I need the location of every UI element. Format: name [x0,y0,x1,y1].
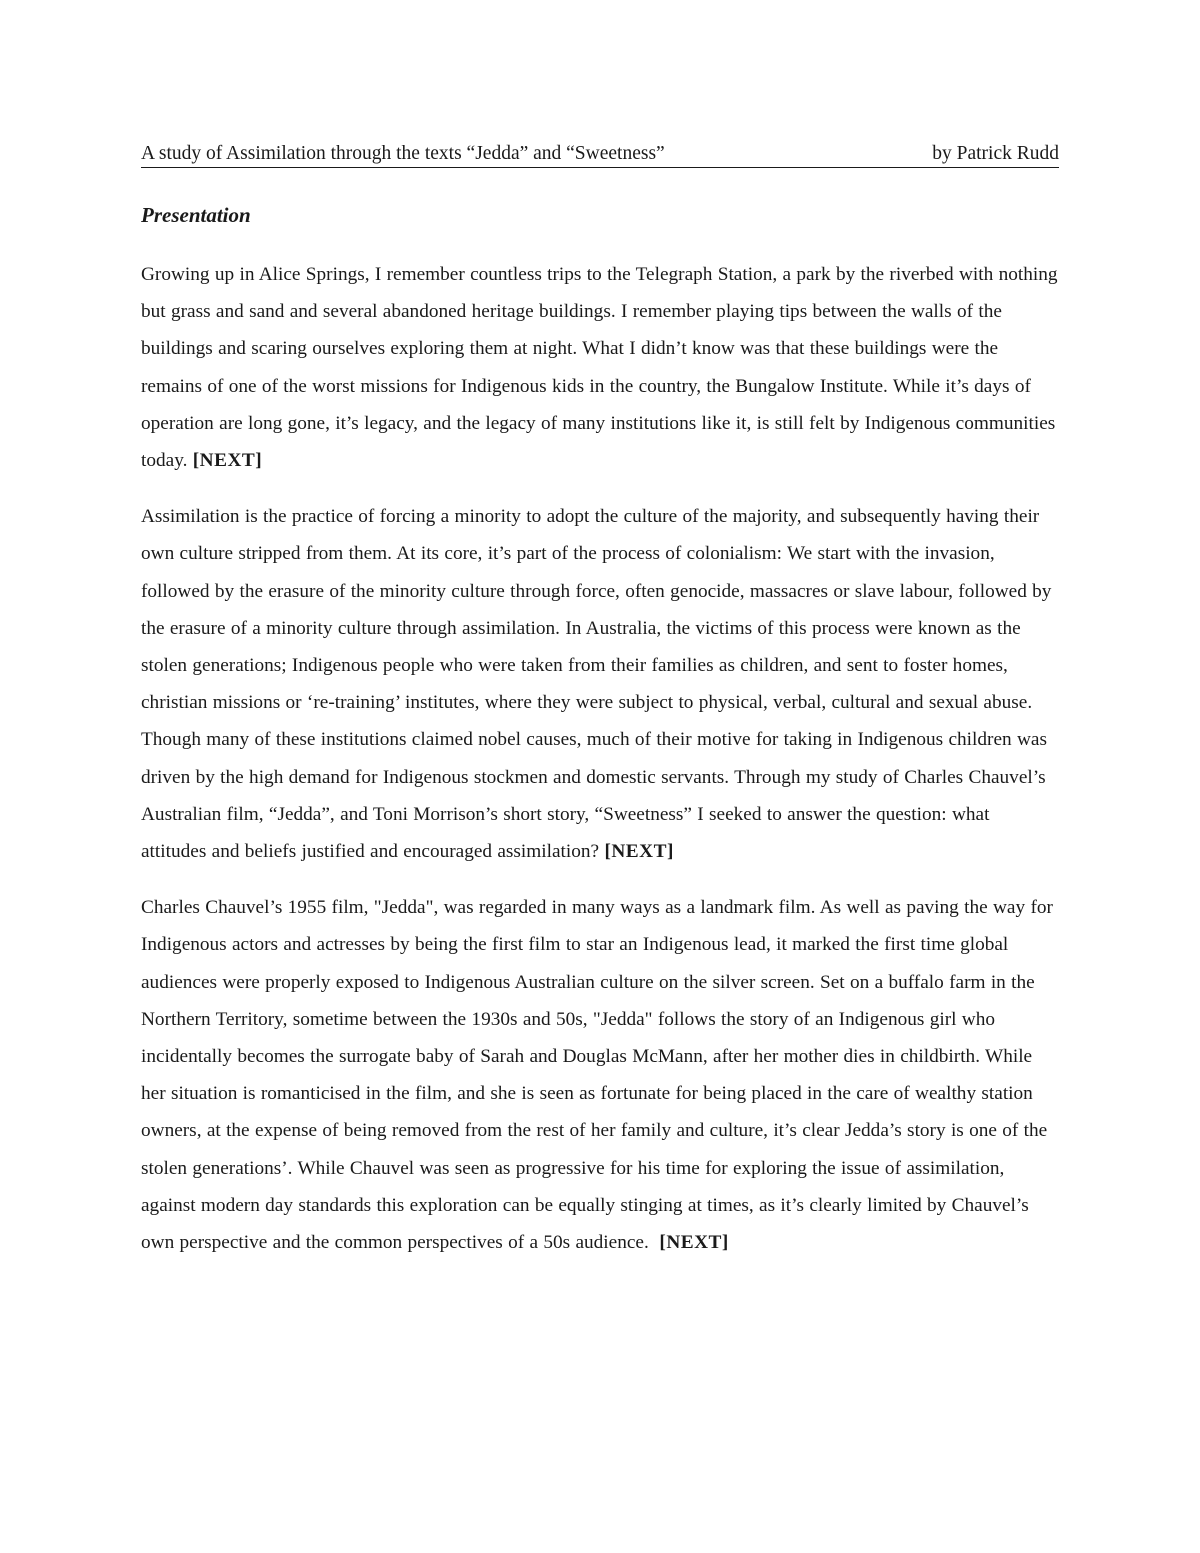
document-author: by Patrick Rudd [932,143,1059,164]
document-page [141,140,1059,1261]
paragraph-text: Assimilation is the practice of forcing a minority to adopt the culture of the majority, and subsequently having their own culture stripped from them. At its core, it’s part of the process of colonialism: We start with the invasion, followed by the erasure of the minority culture through force, often genocide, massacres or slave labour, followed by the erasure of a minority culture through assimilation. In Australia, the victims of this process were known as the stolen generations; Indigenous people who were taken from their families as children, and sent to foster homes, christian missions or ‘re-training’ institutes, where they were subject to physical, verbal, cultural and sexual abuse. Though many of these institutions claimed nobel causes, much of their motive for taking in Indigenous children was driven by the high demand for Indigenous stockmen and domestic servants. Through my study of Charles Chauvel’s Australian film, “Jedda”, and Toni Morrison’s short story, “Sweetness” I seeked to answer the question: what attitudes and beliefs justified and encouraged assimilation? [141,506,1052,863]
next-marker: [NEXT] [604,841,674,863]
next-marker: [NEXT] [659,1232,729,1254]
paragraph-2 [141,498,1059,870]
paragraph-3 [141,889,1059,1261]
section-heading: Presentation [141,203,251,227]
next-marker: [NEXT] [192,450,263,472]
paragraph-text: Charles Chauvel’s 1955 film, "Jedda", was regarded in many ways as a landmark film. As well as paving the way for Indigenous actors and actresses by being the first film to star an Indigenous lead, it marked the first time global audiences were properly exposed to Indigenous Australian culture on the silver screen. Set on a buffalo farm in the Northern Territory, sometime between the 1930s and 50s, "Jedda" follows the story of an Indigenous girl who incidentally becomes the surrogate baby of Sarah and Douglas McMann, after her mother dies in childbirth. While her situation is romanticised in the film, and she is seen as fortunate for being placed in the care of wealthy station owners, at the expense of being removed from the rest of her family and culture, it’s clear Jedda’s story is one of the stolen generations’. While Chauvel was seen as progressive for his time for exploring the issue of assimilation, against modern day standards this exploration can be equally stinging at times, as it’s clearly limited by Chauvel’s own perspective and the common perspectives of a 50s audience. [141,897,1053,1254]
paragraph-1 [141,256,1059,479]
document-header [141,140,1059,168]
document-title: A study of Assimilation through the texts “Jedda” and “Sweetness” [141,143,665,164]
paragraph-text: Growing up in Alice Springs, I remember countless trips to the Telegraph Station, a park by the riverbed with nothing but grass and sand and several abandoned heritage buildings. I remember playing tips between the walls of the buildings and scaring ourselves exploring them at night. What I didn’t know was that these buildings were the remains of one of the worst missions for Indigenous kids in the country, the Bungalow Institute. While it’s days of operation are long gone, it’s legacy, and the legacy of many institutions like it, is still felt by Indigenous communities today. [141,264,1058,472]
